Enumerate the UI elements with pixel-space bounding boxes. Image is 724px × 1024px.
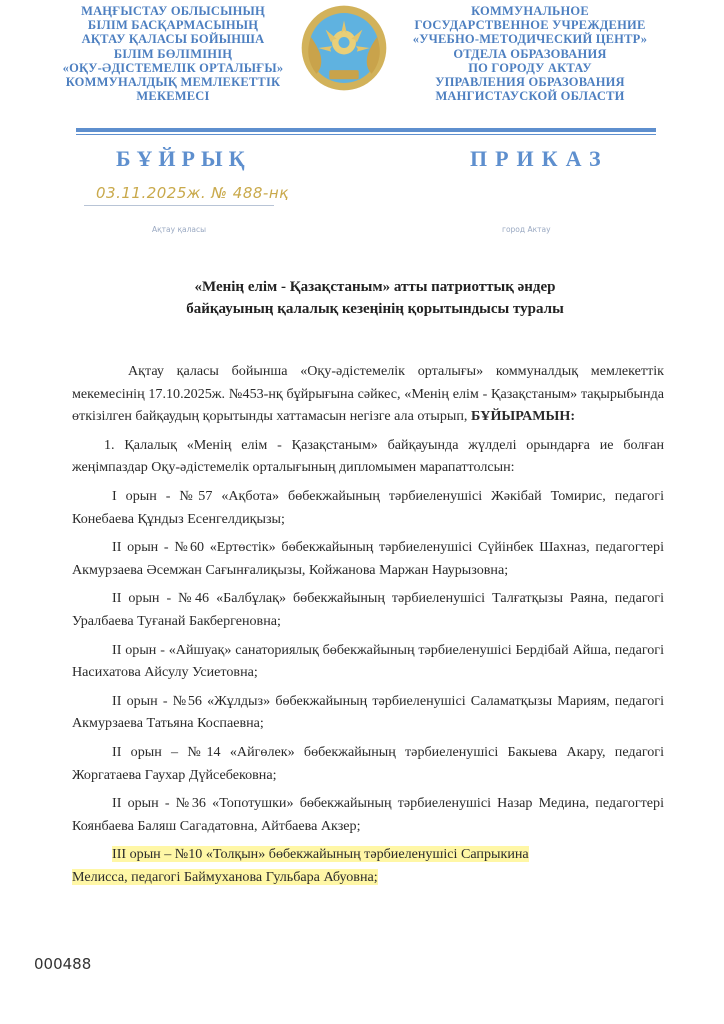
award-item: II орын – №14 «Айгөлек» бөбекжайының тәрбиеленушісі Бакыева Акару, педагогі Жоргатаева Гаухар Дүйсебековна;	[72, 743, 664, 783]
header-left-line: «ОҚУ-ӘДІСТЕМЕЛІК ОРТАЛЫҒЫ»	[62, 60, 284, 75]
header-left-line: МАҢҒЫСТАУ ОБЛЫСЫНЫҢ	[81, 4, 265, 18]
award-item: II орын - №36 «Топотушки» бөбекжайының тәрбиеленушісі Назар Медина, педагогтері Коянбаева Баляш Сагадатовна, Айтбаева Акзер;	[72, 795, 664, 834]
award-item-highlighted	[72, 843, 664, 888]
header-left-line: АҚТАУ ҚАЛАСЫ БОЙЫНША	[81, 32, 265, 47]
header-left-line: КОММУНАЛДЫҚ МЕМЛЕКЕТТІК	[65, 75, 281, 90]
header-divider-thin	[76, 134, 656, 135]
award-item: II орын - №56 «Жұлдыз» бөбекжайының тәрбиеленушісі Саламатқызы Мариям, педагогі Акмурзаева Татьяна Коспаевна;	[72, 692, 664, 732]
document-body	[72, 360, 664, 894]
award-item: II орын - №60 «Ертөстік» бөбекжайының тәрбиеленушісі Сүйінбек Шахназ, педагогтері Акмурзаева Әсемжан Сағынғалиқызы, Койжанова Маржан Наурызовна;	[72, 539, 664, 578]
document-title-line: «Менің елім - Қазақстаным» атты патриоттық әндер	[194, 279, 556, 295]
order-title-ru: ПРИКАЗ	[470, 146, 609, 171]
award-item: I орын - №57 «Ақбота» бөбекжайының тәрбиеленушісі Жәкібай Томирис, педагогі Конебаева Құндыз Есенгелдиқызы;	[72, 487, 664, 527]
header-right-line: ОТДЕЛА ОБРАЗОВАНИЯ	[453, 46, 607, 61]
intro-paragraph	[72, 360, 664, 428]
document-title	[80, 276, 670, 320]
order-title-kz: БҰЙРЫҚ	[116, 146, 251, 171]
award-item: II орын - №46 «Балбұлақ» бөбекжайының тәрбиеленушісі Талғатқызы Раяна, педагогі Уралбаева Туғанай Бакбергеновна;	[72, 590, 664, 629]
header-right-line: УПРАВЛЕНИЯ ОБРАЗОВАНИЯ	[435, 75, 625, 90]
header-right-line: «УЧЕБНО-МЕТОДИЧЕСКИЙ ЦЕНТР»	[412, 32, 648, 47]
header-right-line: ГОСУДАРСТВЕННОЕ УЧРЕЖДЕНИЕ	[414, 18, 646, 33]
header-left-kz	[42, 4, 304, 103]
document-serial-number: 000488	[34, 955, 92, 973]
handwritten-date-number: 03.11.2025ж. № 488-нқ	[96, 184, 289, 202]
header-right-ru	[390, 4, 670, 103]
order-word: БҰЙЫРАМЫН:	[470, 408, 576, 425]
header-right-line: КОММУНАЛЬНОЕ	[471, 4, 589, 18]
award-item: II орын - «Айшуақ» санаториялық бөбекжайының тәрбиеленушісі Бердібай Айша, педагогі Насихатова Айсулу Усиетовна;	[72, 641, 664, 681]
intro-text: Ақтау қаласы бойынша «Оқу-әдістемелік орталығы» коммуналдық мемлекеттік мекемесінің 17.10.2025ж. №453-нқ бұйрығына сәйкес, «Менің елім - Қазақстаным» тақырыбында өткізілген байқаудың қорытынды хаттамасын негізге ала отырып,	[72, 363, 664, 425]
city-label-ru: город Актау	[502, 225, 551, 234]
state-emblem-icon	[298, 2, 390, 94]
date-underline	[84, 205, 274, 206]
highlighted-award-line: III орын – №10 «Толқын» бөбекжайының тәрбиеленушісі Сапрыкина	[112, 846, 529, 863]
header-right-line: МАНГИСТАУСКОЙ ОБЛАСТИ	[435, 89, 625, 104]
item-1: 1. Қалалық «Менің елім - Қазақстаным» байқауында жүлделі орындарға ие болған жеңімпаздар Оқу-әдістемелік орталығының дипломымен марапаттолсын:	[72, 436, 664, 476]
header-left-line: БІЛІМ БӨЛІМІНІҢ	[113, 46, 233, 61]
highlighted-award-line: Мелисса, педагогі Баймуханова Гульбара Абуовна;	[72, 868, 378, 885]
header-right-line: ПО ГОРОДУ АКТАУ	[468, 60, 592, 75]
header-left-line: БІЛІМ БАСҚАРМАСЫНЫҢ	[87, 18, 259, 33]
city-label-kz: Ақтау қаласы	[152, 225, 207, 234]
header-divider	[76, 128, 656, 132]
document-title-line: байқауының қалалық кезеңінің қорытындысы туралы	[186, 301, 564, 317]
header-left-line: МЕКЕМЕСІ	[136, 89, 210, 104]
